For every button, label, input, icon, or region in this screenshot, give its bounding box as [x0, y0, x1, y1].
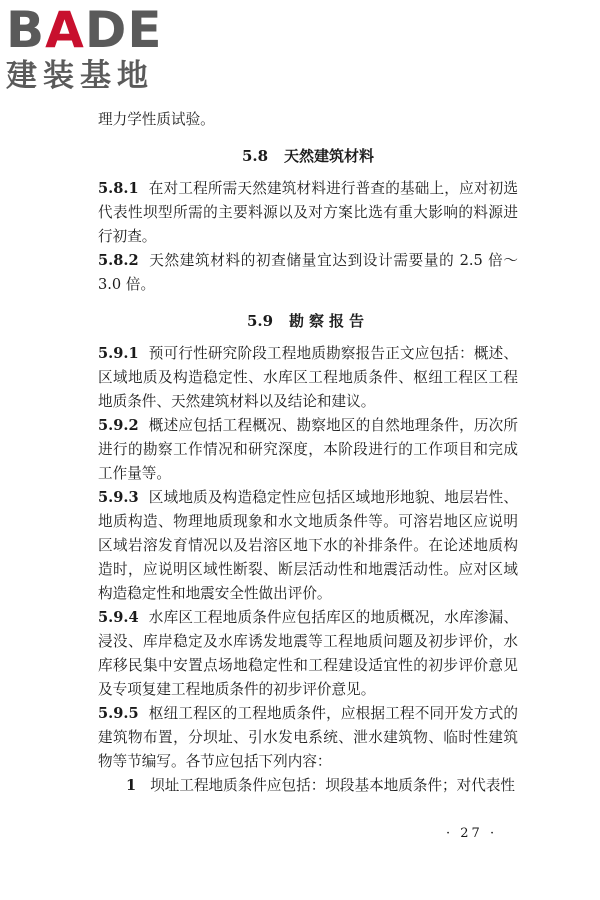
clause-5-9-2 — [98, 414, 518, 486]
clause-text: 预可行性研究阶段工程地质勘察报告正文应包括：概述、区域地质及构造稳定性、水库区工程地质条件、枢纽工程区工程地质条件、天然建筑材料以及结论和建议。 — [98, 345, 518, 410]
clause-text: 枢纽工程区的工程地质条件，应根据工程不同开发方式的建筑物布置，分坝址、引水发电系统、泄水建筑物、临时性建筑物等节编写。各节应包括下列内容： — [98, 705, 518, 770]
section-heading-5-8: 5.8 天然建筑材料 — [241, 147, 375, 165]
list-item-1 — [98, 774, 518, 798]
clause-5-9-5 — [98, 702, 518, 774]
item-number: 1 — [126, 777, 137, 794]
clause-text: 区域地质及构造稳定性应包括区域地形地貌、地层岩性、地质构造、物理地质现象和水文地质条件等。可溶岩地区应说明区域岩溶发育情况以及岩溶区地下水的补排条件。在论述地质构造时，应说明区域性断裂、断层活动性和地震活动性。应对区域构造稳定性和地震安全性做出评价。 — [98, 489, 518, 602]
clause-number: 5.9.2 — [98, 417, 139, 434]
section-heading-5-9: 5.9 勘察报告 — [246, 312, 370, 330]
clause-number: 5.9.4 — [98, 609, 139, 626]
bade-logo — [6, 1, 176, 94]
clause-text: 天然建筑材料的初查储量宜达到设计需要量的 2.5 倍～3.0 倍。 — [98, 252, 518, 293]
intro-line: 理力学性质试验。 — [98, 111, 215, 128]
clause-text: 水库区工程地质条件应包括库区的地质概况，水库渗漏、浸没、库岸稳定及水库诱发地震等工程地质问题及初步评价，水库移民集中安置点场地稳定性和工程建设适宜性的初步评价意见及专项复建工程地质条件的初步评价意见。 — [98, 609, 518, 698]
clause-number: 5.8.1 — [98, 180, 139, 197]
logo-wordmark: BADE — [6, 1, 163, 59]
clause-text: 概述应包括工程概况、勘察地区的自然地理条件，历次所进行的勘察工作情况和研究深度，本阶段进行的工作项目和完成工作量等。 — [98, 417, 518, 482]
item-text: 坝址工程地质条件应包括：坝段基本地质条件；对代表性 — [150, 777, 516, 794]
clause-5-9-4 — [98, 606, 518, 702]
page-number: · 27 · — [446, 826, 498, 841]
clause-number: 5.8.2 — [98, 252, 139, 269]
clause-number: 5.9.1 — [98, 345, 139, 362]
clause-number: 5.9.5 — [98, 705, 139, 722]
clause-5-9-1 — [98, 342, 518, 414]
logo-subtitle: 建装基地 — [6, 58, 154, 94]
clause-5-8-2 — [98, 249, 518, 297]
clause-5-9-3 — [98, 486, 518, 606]
document-body — [98, 108, 518, 798]
clause-5-8-1 — [98, 177, 518, 249]
clause-number: 5.9.3 — [98, 489, 139, 506]
clause-text: 在对工程所需天然建筑材料进行普查的基础上，应对初选代表性坝型所需的主要料源以及对方案比选有重大影响的料源进行初查。 — [98, 180, 518, 245]
